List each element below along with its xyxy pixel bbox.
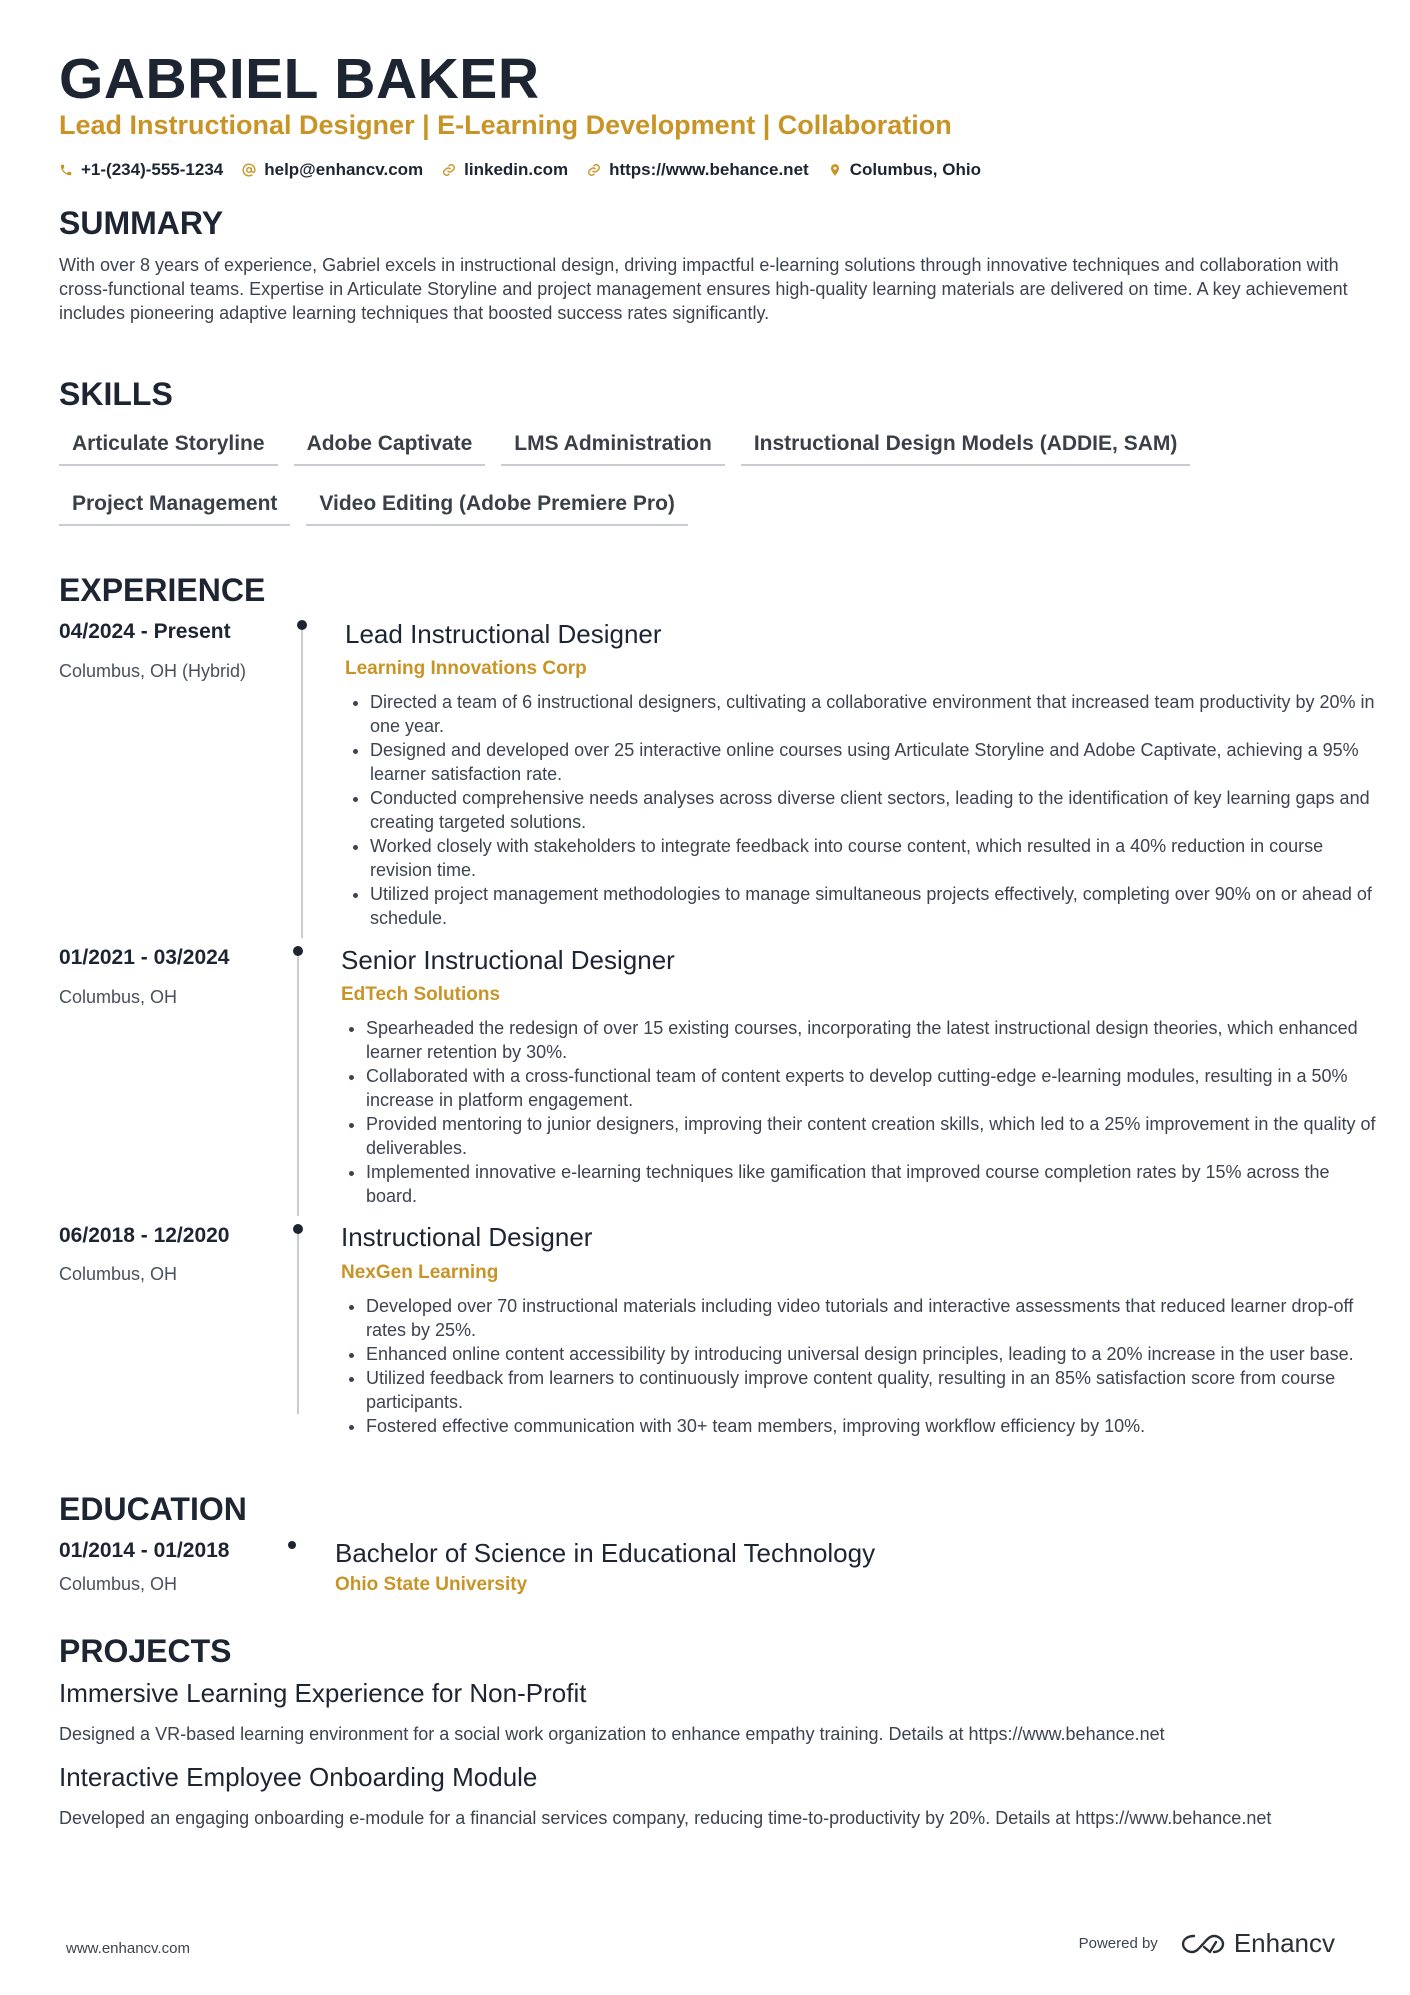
bullet-item: • Directed a team of 6 instructional designers, cultivating a collaborative environment that increased team productivity by 20% in one year. (370, 690, 1384, 738)
skill-tag: LMS Administration (501, 432, 725, 466)
project-description: Designed a VR-based learning environment for a social work organization to enhance empathy training. Details at https://www.behance.net (59, 1724, 1165, 1744)
skill-tag: Adobe Captivate (294, 432, 486, 466)
bullet-item: • Provided mentoring to junior designers, improving their content creation skills, which led to a 25% improvement in the quality of deliverables. (366, 1112, 1384, 1160)
timeline-line (301, 628, 303, 938)
job-dates: 01/2021 - 03/2024 (59, 946, 230, 969)
project-description: Developed an engaging onboarding e-module for a financial services company, reducing time-to-productivity by 20%. Details at https://www.behance.net (59, 1808, 1272, 1828)
timeline-line (297, 1232, 299, 1414)
timeline-dot (293, 946, 303, 956)
bullet-item: • Developed over 70 instructional materials including video tutorials and interactive assessments that reduced learner drop-off rates by 25%. (366, 1294, 1384, 1342)
contact-phone[interactable] (59, 160, 223, 180)
skills-heading: SKILLS (59, 376, 173, 412)
bullet-item: • Utilized project management methodologies to manage simultaneous projects effectively, completing over 90% on or ahead of schedule. (370, 882, 1384, 930)
job-bullets (341, 1294, 1384, 1438)
contact-phone-text: +1-(234)-555-1234 (81, 160, 224, 179)
contact-linkedin[interactable] (442, 160, 568, 180)
company-name: EdTech Solutions (341, 984, 501, 1005)
link-icon (442, 163, 456, 177)
experience-heading: EXPERIENCE (59, 572, 266, 608)
contact-linkedin-text: linkedin.com (464, 160, 569, 179)
contact-email[interactable] (242, 160, 423, 180)
project-title: Interactive Employee Onboarding Module (59, 1762, 538, 1792)
link-icon (587, 163, 601, 177)
skills-row-1 (59, 432, 1190, 466)
education-location: Columbus, OH (59, 1574, 178, 1594)
bullet-item: • Collaborated with a cross-functional team of content experts to develop cutting-edge e-learning modules, resulting in a 50% increase in platform engagement. (366, 1064, 1384, 1112)
job-dates: 06/2018 - 12/2020 (59, 1224, 230, 1247)
enhancv-logo-icon (1180, 1933, 1226, 1955)
job-title: Instructional Designer (341, 1222, 593, 1252)
candidate-name: GABRIEL BAKER (59, 47, 540, 111)
degree-title: Bachelor of Science in Educational Technology (335, 1538, 876, 1568)
skill-tag: Project Management (59, 492, 290, 526)
project-title: Immersive Learning Experience for Non-Profit (59, 1678, 587, 1708)
contact-behance[interactable] (587, 160, 809, 180)
job-location: Columbus, OH (59, 1264, 178, 1284)
education-dates: 01/2014 - 01/2018 (59, 1539, 230, 1562)
powered-by-text: Powered by (1078, 1935, 1158, 1952)
bullet-item: • Implemented innovative e-learning techniques like gamification that improved course completion rates by 15% across the board. (366, 1160, 1384, 1208)
bullet-item: • Fostered effective communication with 30+ team members, improving workflow efficiency by 10%. (366, 1414, 1384, 1438)
job-location: Columbus, OH (59, 987, 178, 1007)
job-location: Columbus, OH (Hybrid) (59, 661, 247, 681)
job-title: Senior Instructional Designer (341, 945, 675, 975)
contact-location-text: Columbus, Ohio (849, 160, 981, 179)
contact-bar (59, 160, 981, 180)
contact-email-text: help@enhancv.com (264, 160, 424, 179)
job-dates: 04/2024 - Present (59, 620, 231, 643)
bullet-item: • Spearheaded the redesign of over 15 existing courses, incorporating the latest instructional design theories, which enhanced learner retention by 30%. (366, 1016, 1384, 1064)
timeline-dot (288, 1541, 296, 1549)
bullet-item: • Utilized feedback from learners to continuously improve content quality, resulting in an 85% satisfaction score from course participants. (366, 1366, 1384, 1414)
skill-tag: Articulate Storyline (59, 432, 278, 466)
phone-icon (59, 163, 73, 177)
job-bullets (345, 690, 1384, 930)
projects-heading: PROJECTS (59, 1633, 232, 1669)
contact-location (828, 160, 981, 180)
at-icon (242, 163, 256, 177)
company-name: NexGen Learning (341, 1262, 499, 1283)
timeline-line (297, 954, 299, 1216)
footer-branding (1079, 1928, 1335, 1959)
enhancv-logo[interactable] (1180, 1928, 1335, 1959)
timeline-dot (297, 620, 307, 630)
summary-text: With over 8 years of experience, Gabriel excels in instructional design, driving impactful e-learning solutions through innovative techniques and collaboration with cross-functional teams. Expertise in Articulate Storyline and project management ensures high-quality learning materials are delivered on time. A key achievement includes pioneering adaptive learning techniques that boosted success rates significantly. (59, 255, 1348, 323)
bullet-item: • Conducted comprehensive needs analyses across diverse client sectors, leading to the identification of key learning gaps and creating targeted solutions. (370, 786, 1384, 834)
skill-tag: Video Editing (Adobe Premiere Pro) (306, 492, 688, 526)
company-name: Learning Innovations Corp (345, 658, 587, 679)
skills-row-2 (59, 492, 688, 526)
skill-tag: Instructional Design Models (ADDIE, SAM) (741, 432, 1191, 466)
job-title: Lead Instructional Designer (345, 619, 662, 649)
bullet-item: • Worked closely with stakeholders to integrate feedback into course content, which resulted in a 40% reduction in course revision time. (370, 834, 1384, 882)
candidate-tagline: Lead Instructional Designer | E-Learning Development | Collaboration (59, 110, 952, 140)
timeline-dot (293, 1224, 303, 1234)
bullet-item: • Enhanced online content accessibility by introducing universal design principles, leading to a 20% increase in the user base. (366, 1342, 1384, 1366)
summary-heading: SUMMARY (59, 205, 224, 241)
enhancv-logo-text: Enhancv (1233, 1928, 1335, 1958)
school-name: Ohio State University (335, 1574, 528, 1595)
contact-behance-text: https://www.behance.net (609, 160, 809, 179)
education-heading: EDUCATION (59, 1491, 247, 1527)
bullet-item: • Designed and developed over 25 interactive online courses using Articulate Storyline and Adobe Captivate, achieving a 95% learner satisfaction rate. (370, 738, 1384, 786)
footer-website[interactable]: www.enhancv.com (66, 1940, 190, 1957)
job-bullets (341, 1016, 1384, 1208)
location-pin-icon (828, 163, 842, 177)
